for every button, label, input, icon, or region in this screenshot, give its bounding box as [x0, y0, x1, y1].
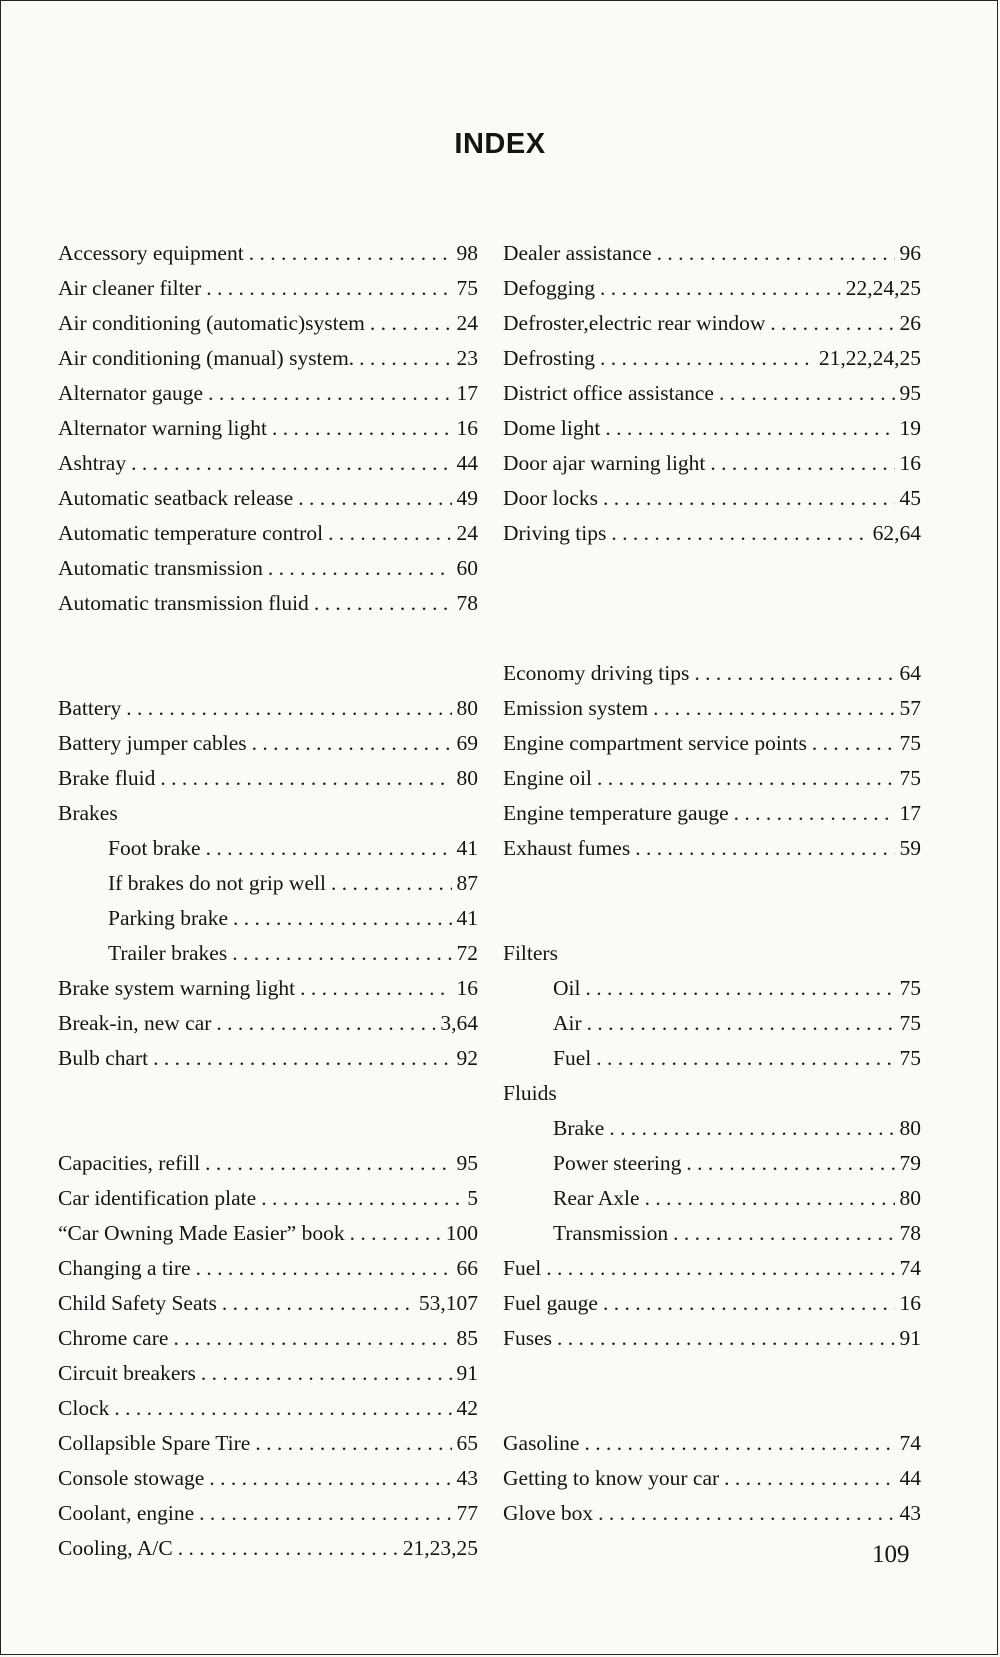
index-entry [58, 1175, 478, 1210]
index-entry-label: Changing a tire [58, 1256, 191, 1280]
dot-leader [587, 1011, 895, 1035]
index-entry-page: 43 [456, 1466, 478, 1490]
index-entry-page: 96 [899, 241, 921, 265]
index-entry-page: 69 [456, 731, 478, 755]
dot-leader [584, 1431, 894, 1455]
index-entry-label: Battery jumper cables [58, 731, 247, 755]
index-entry-page: 24 [456, 311, 478, 335]
index-entry-page: 95 [899, 381, 921, 405]
index-entry-label: Driving tips [503, 521, 607, 545]
index-entry-label: Exhaust fumes [503, 836, 631, 860]
index-entry-label: Air conditioning (automatic)system [58, 311, 365, 335]
index-entry-page: 75 [899, 766, 921, 790]
dot-leader [603, 486, 895, 510]
index-entry [503, 510, 921, 545]
index-entry-page: 64 [899, 661, 921, 685]
index-entry [503, 1245, 921, 1280]
index-entry [503, 335, 921, 370]
index-heading [58, 790, 478, 825]
dot-leader [222, 1291, 414, 1315]
index-entry-label: Dealer assistance [503, 241, 652, 265]
index-subentry [503, 1035, 921, 1070]
dot-leader [557, 1326, 895, 1350]
index-entry-label: Circuit breakers [58, 1361, 196, 1385]
dot-leader [719, 381, 895, 405]
index-entry-label: Engine oil [503, 766, 592, 790]
index-entry [58, 265, 478, 300]
index-entry-page: 75 [899, 1046, 921, 1070]
dot-leader [216, 1011, 435, 1035]
index-entry-page: 78 [899, 1221, 921, 1245]
dot-leader [328, 521, 451, 545]
index-entry-label: Filters [503, 941, 558, 965]
index-entry [58, 230, 478, 265]
index-entry-page: 75 [899, 1011, 921, 1035]
index-entry [58, 370, 478, 405]
dot-leader [585, 976, 894, 1000]
index-entry-label: Economy driving tips [503, 661, 690, 685]
index-subentry [58, 825, 478, 860]
index-entry-page: 16 [899, 451, 921, 475]
index-entry [58, 1245, 478, 1280]
dot-leader [249, 241, 452, 265]
dot-leader [657, 241, 895, 265]
index-entry-page: 75 [456, 276, 478, 300]
index-entry-page: 43 [899, 1501, 921, 1525]
index-entry-label: Defroster,electric rear window [503, 311, 766, 335]
index-entry-label: Gasoline [503, 1431, 580, 1455]
index-entry [503, 720, 921, 755]
dot-leader [131, 451, 451, 475]
index-spacer [503, 1385, 921, 1420]
dot-leader [359, 346, 451, 370]
index-entry-page: 45 [899, 486, 921, 510]
index-entry-label: Fuel [553, 1046, 592, 1070]
index-subentry [503, 965, 921, 1000]
index-entry-label: Automatic seatback release [58, 486, 294, 510]
index-entry-page: 23 [456, 346, 478, 370]
index-entry-page: 91 [899, 1326, 921, 1350]
index-entry-page: 41 [456, 906, 478, 930]
index-entry [503, 405, 921, 440]
index-entry [58, 405, 478, 440]
index-entry-page: 80 [899, 1116, 921, 1140]
index-entry-label: Air cleaner filter [58, 276, 202, 300]
index-entry-label: Air [553, 1011, 582, 1035]
index-entry-page: 44 [456, 451, 478, 475]
dot-leader [611, 521, 867, 545]
index-entry-page: 17 [456, 381, 478, 405]
index-entry-label: Fuel [503, 1256, 542, 1280]
index-entry-page: 85 [456, 1326, 478, 1350]
index-entry-label: Car identification plate [58, 1186, 257, 1210]
index-entry-label: Bulb chart [58, 1046, 149, 1070]
dot-leader [350, 1221, 441, 1245]
index-entry-label: Alternator gauge [58, 381, 204, 405]
index-entry [58, 1525, 478, 1560]
index-entry-page: 21,23,25 [402, 1536, 478, 1560]
dot-leader [252, 731, 452, 755]
dot-leader [812, 731, 895, 755]
dot-leader [609, 1116, 894, 1140]
index-entry-label: Fluids [503, 1081, 557, 1105]
dot-leader [268, 556, 452, 580]
dot-leader [596, 1046, 894, 1070]
index-entry-label: Child Safety Seats [58, 1291, 217, 1315]
index-spacer [58, 650, 478, 685]
dot-leader [635, 836, 894, 860]
index-entry-page: 59 [899, 836, 921, 860]
index-entry-page: 5 [467, 1186, 478, 1210]
index-entry-label: District office assistance [503, 381, 714, 405]
index-entry-page: 75 [899, 731, 921, 755]
index-entry-page: 41 [456, 836, 478, 860]
dot-leader [603, 1291, 895, 1315]
index-entry-page: 78 [456, 591, 478, 615]
index-entry-label: Capacities, refill [58, 1151, 201, 1175]
index-entry [58, 1385, 478, 1420]
index-entry [58, 475, 478, 510]
index-entry [58, 720, 478, 755]
dot-leader [770, 311, 894, 335]
index-entry-page: 100 [445, 1221, 478, 1245]
index-entry-page: 42 [456, 1396, 478, 1420]
index-subentry [58, 860, 478, 895]
dot-leader [206, 836, 452, 860]
index-entry-page: 21,22,24,25 [818, 346, 921, 370]
index-entry-page: 74 [899, 1256, 921, 1280]
index-subentry [503, 1000, 921, 1035]
index-entry-label: Engine temperature gauge [503, 801, 729, 825]
dot-leader [206, 276, 451, 300]
dot-leader [598, 1501, 894, 1525]
index-spacer [503, 545, 921, 580]
index-entry [503, 300, 921, 335]
index-entry-label: Automatic temperature control [58, 521, 324, 545]
index-spacer [58, 1105, 478, 1140]
dot-leader [724, 1466, 894, 1490]
index-spacer [503, 615, 921, 650]
index-entry-page: 26 [899, 311, 921, 335]
dot-leader [205, 1151, 451, 1175]
dot-leader [370, 311, 452, 335]
index-entry-page: 3,64 [440, 1011, 478, 1035]
index-entry-page: 16 [899, 1291, 921, 1315]
index-entry-label: Getting to know your car [503, 1466, 720, 1490]
index-entry [58, 1210, 478, 1245]
index-spacer [503, 860, 921, 895]
index-entry [58, 1280, 478, 1315]
index-subentry [58, 930, 478, 965]
dot-leader [232, 941, 451, 965]
index-entry-label: Break-in, new car [58, 1011, 212, 1035]
index-entry-page: 80 [456, 696, 478, 720]
index-entry [58, 965, 478, 1000]
index-spacer [503, 1350, 921, 1385]
index-spacer [503, 580, 921, 615]
dot-leader [710, 451, 894, 475]
page-title: INDEX [454, 128, 546, 160]
dot-leader [653, 696, 894, 720]
index-entry [58, 1490, 478, 1525]
index-entry [58, 510, 478, 545]
index-entry [503, 1455, 921, 1490]
index-entry-label: Ashtray [58, 451, 127, 475]
index-entry-page: 91 [456, 1361, 478, 1385]
index-entry [58, 1455, 478, 1490]
dot-leader [126, 696, 451, 720]
dot-leader [331, 871, 452, 895]
dot-leader [233, 906, 451, 930]
dot-leader [153, 1046, 451, 1070]
index-subentry [58, 895, 478, 930]
index-entry-label: Air conditioning (manual) system. [58, 346, 355, 370]
index-entry-page: 57 [899, 696, 921, 720]
index-entry-page: 24 [456, 521, 478, 545]
index-entry-page: 16 [456, 976, 478, 1000]
index-entry-page: 80 [456, 766, 478, 790]
index-entry [503, 650, 921, 685]
index-entry [58, 1350, 478, 1385]
index-entry-label: Foot brake [108, 836, 201, 860]
index-entry-label: If brakes do not grip well [108, 871, 326, 895]
index-entry-label: Emission system [503, 696, 649, 720]
index-entry-label: “Car Owning Made Easier” book [58, 1221, 345, 1245]
index-entry [503, 1490, 921, 1525]
index-entry-page: 17 [899, 801, 921, 825]
index-entry-page: 98 [456, 241, 478, 265]
index-entry-page: 80 [899, 1186, 921, 1210]
index-entry [58, 335, 478, 370]
index-entry [58, 300, 478, 335]
index-entry-label: Brake fluid [58, 766, 156, 790]
index-entry [503, 230, 921, 265]
index-entry-label: Chrome care [58, 1326, 169, 1350]
index-entry-page: 66 [456, 1256, 478, 1280]
dot-leader [597, 766, 895, 790]
dot-leader [201, 1361, 452, 1385]
index-entry-label: Alternator warning light [58, 416, 267, 440]
index-entry-label: Coolant, engine [58, 1501, 195, 1525]
index-entry [58, 440, 478, 475]
dot-leader [160, 766, 451, 790]
index-entry-label: Cooling, A/C [58, 1536, 173, 1560]
dot-leader [209, 1466, 451, 1490]
index-heading [503, 930, 921, 965]
index-subentry [503, 1210, 921, 1245]
index-entry-label: Transmission [553, 1221, 669, 1245]
index-entry-label: Power steering [553, 1151, 682, 1175]
dot-leader [600, 276, 841, 300]
dot-leader [546, 1256, 894, 1280]
index-entry-label: Battery [58, 696, 122, 720]
dot-leader [173, 1326, 451, 1350]
index-entry-label: Glove box [503, 1501, 594, 1525]
index-subentry [503, 1140, 921, 1175]
index-entry [503, 790, 921, 825]
index-entry-page: 79 [899, 1151, 921, 1175]
index-entry [58, 1035, 478, 1070]
dot-leader [694, 661, 894, 685]
index-entry-page: 62,64 [872, 521, 921, 545]
index-entry-label: Brakes [58, 801, 118, 825]
index-entry-page: 53,107 [418, 1291, 478, 1315]
index-entry [58, 755, 478, 790]
dot-leader [196, 1256, 452, 1280]
index-entry [503, 440, 921, 475]
page-number: 109 [872, 1541, 910, 1568]
index-entry-page: 65 [456, 1431, 478, 1455]
index-entry [503, 1420, 921, 1455]
index-entry-label: Automatic transmission [58, 556, 263, 580]
index-entry [58, 580, 478, 615]
index-entry-label: Defogging [503, 276, 595, 300]
index-subentry [503, 1175, 921, 1210]
index-entry-page: 87 [456, 871, 478, 895]
index-entry-page: 22,24,25 [845, 276, 921, 300]
index-entry [58, 1420, 478, 1455]
index-entry [503, 265, 921, 300]
index-entry-label: Dome light [503, 416, 601, 440]
index-entry [503, 475, 921, 510]
index-entry [58, 545, 478, 580]
index-entry [58, 1140, 478, 1175]
dot-leader [178, 1536, 398, 1560]
index-entry-label: Collapsible Spare Tire [58, 1431, 251, 1455]
index-heading [503, 1070, 921, 1105]
index-entry-page: 44 [899, 1466, 921, 1490]
index-spacer [503, 895, 921, 930]
index-subentry [503, 1105, 921, 1140]
index-entry-label: Brake system warning light [58, 976, 296, 1000]
dot-leader [686, 1151, 894, 1175]
index-spacer [58, 1070, 478, 1105]
index-entry-label: Parking brake [108, 906, 229, 930]
index-entry-page: 92 [456, 1046, 478, 1070]
index-column-right [503, 230, 921, 1525]
index-entry-page: 74 [899, 1431, 921, 1455]
index-entry [58, 685, 478, 720]
index-entry [503, 370, 921, 405]
index-entry-page: 60 [456, 556, 478, 580]
index-entry-label: Oil [553, 976, 581, 1000]
index-entry-page: 49 [456, 486, 478, 510]
dot-leader [261, 1186, 462, 1210]
dot-leader [300, 976, 451, 1000]
index-entry-page: 77 [456, 1501, 478, 1525]
index-entry [503, 1315, 921, 1350]
index-entry [503, 825, 921, 860]
dot-leader [600, 346, 814, 370]
index-entry-label: Trailer brakes [108, 941, 228, 965]
index-entry-label: Fuel gauge [503, 1291, 598, 1315]
index-entry-page: 95 [456, 1151, 478, 1175]
index-entry-label: Rear Axle [553, 1186, 640, 1210]
index-column-left [58, 230, 478, 1560]
index-entry [503, 1280, 921, 1315]
dot-leader [298, 486, 451, 510]
index-entry-label: Console stowage [58, 1466, 205, 1490]
dot-leader [645, 1186, 895, 1210]
index-entry-label: Clock [58, 1396, 110, 1420]
index-entry-page: 19 [899, 416, 921, 440]
index-entry-label: Defrosting [503, 346, 595, 370]
dot-leader [114, 1396, 451, 1420]
index-entry-label: Brake [553, 1116, 605, 1140]
index-entry [503, 685, 921, 720]
index-entry-label: Engine compartment service points [503, 731, 807, 755]
dot-leader [734, 801, 895, 825]
dot-leader [314, 591, 452, 615]
index-spacer [58, 615, 478, 650]
dot-leader [208, 381, 451, 405]
index-entry-page: 16 [456, 416, 478, 440]
index-entry-page: 75 [899, 976, 921, 1000]
dot-leader [255, 1431, 451, 1455]
dot-leader [272, 416, 452, 440]
index-entry [58, 1000, 478, 1035]
index-entry-label: Door locks [503, 486, 598, 510]
index-entry-label: Accessory equipment [58, 241, 244, 265]
dot-leader [673, 1221, 894, 1245]
index-entry-label: Fuses [503, 1326, 552, 1350]
dot-leader [605, 416, 894, 440]
index-entry-page: 72 [456, 941, 478, 965]
index-entry [503, 755, 921, 790]
index-entry [58, 1315, 478, 1350]
dot-leader [199, 1501, 451, 1525]
index-entry-label: Door ajar warning light [503, 451, 706, 475]
index-entry-label: Automatic transmission fluid [58, 591, 309, 615]
